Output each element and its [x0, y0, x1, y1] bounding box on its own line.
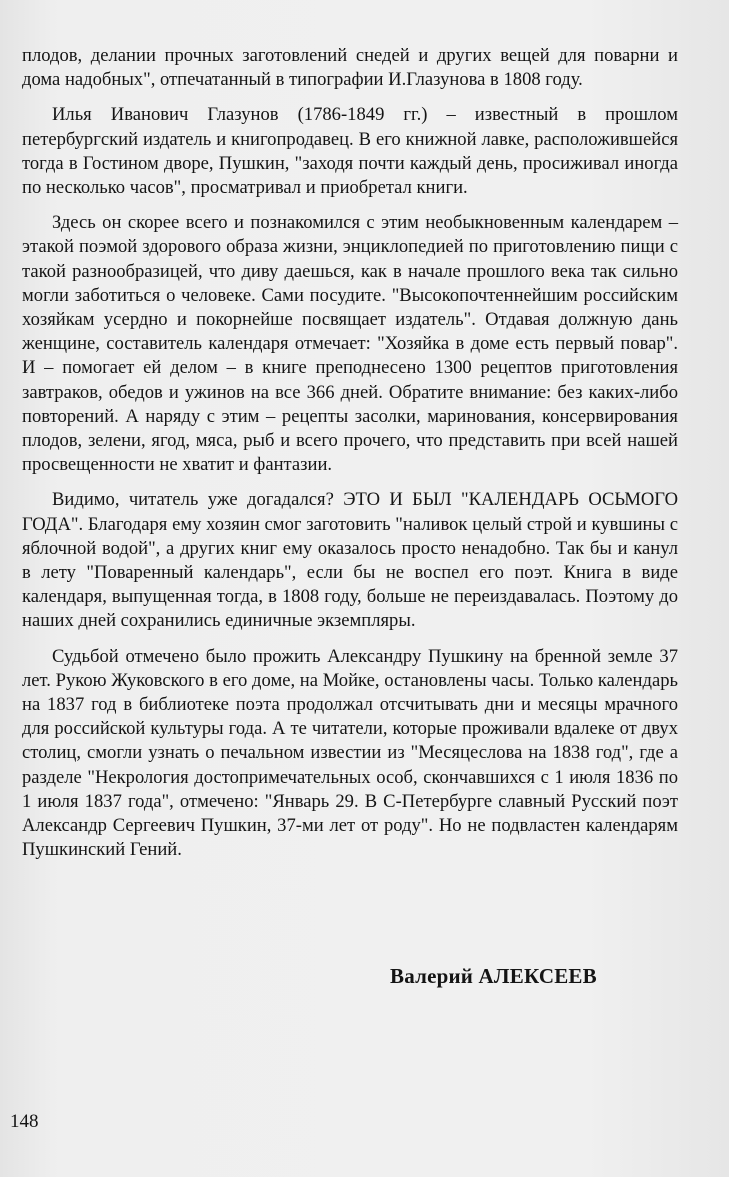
paragraph-5: Судьбой отмечено было прожить Александру Пушкину на бренной земле 37 лет. Рукою Жуковского в его доме, на Мойке, остановлены часы. Только календарь на 1837 год в библиотеке поэта продолжал отсчитывать дни и месяцы мрачного для российской культуры года. А те читатели, которые проживали вдалеке от двух столиц, смогли узнать о печальном известии из "Месяцеслова на 1838 год", где а разделе "Некрология достопримечательных особ, скончавшихся с 1 июля 1836 по 1 июля 1837 года", отмечено: "Январь 29. В С-Петербурге славный Русский поэт Александр Сергеевич Пушкин, 37-ми лет от роду". Но не подвластен календарям Пушкинский Гений. — [22, 645, 678, 861]
paragraph-3: Здесь он скорее всего и познакомился с этим необыкновенным календарем – этакой поэмой здорового образа жизни, энциклопедией по приготовлению пищи с такой разнообразицей, что диву даешься, как в начале прошлого века так сильно могли заботиться о человеке. Сами посудите. "Высокопочтеннейшим российским хозяйкам усердно и покорнейше посвящает издатель". Отдавая должную дань женщине, составитель календаря отмечает: "Хозяйка в доме есть первый повар". И – помогает ей делом – в книге преподнесено 1300 рецептов приготовления завтраков, обедов и ужинов на все 366 дней. Обратите внимание: без каких-либо повторений. А наряду с этим – рецепты засолки, маринования, консервирования плодов, зелени, ягод, мяса, рыб и всего прочего, что представить при всей нашей просвещенности не хватит и фантазии. — [22, 212, 678, 476]
article-body — [22, 44, 678, 874]
author-signature: Валерий АЛЕКСЕЕВ — [390, 964, 597, 988]
page-number: 148 — [10, 1111, 39, 1132]
paragraph-1: плодов, делании прочных заготовлений снедей и других вещей для поварни и дома надобных", отпечатанный в типографии И.Глазунова в 1808 году. — [22, 45, 678, 91]
paragraph-2: Илья Иванович Глазунов (1786-1849 гг.) – известный в прошлом петербургский издатель и книгопродавец. В его книжной лавке, расположившейся тогда в Гостином дворе, Пушкин, "заходя почти каждый день, просиживал иногда по несколько часов", просматривал и приобретал книги. — [22, 104, 678, 199]
paragraph-4: Видимо, читатель уже догадался? ЭТО И БЫЛ "КАЛЕНДАРЬ ОСЬМОГО ГОДА". Благодаря ему хозяин смог заготовить "наливок целый строй и кувшины с яблочной водой", а других книг ему оказалось просто ненадобно. Так бы и канул в лету "Поваренный календарь", если бы не воспел его поэт. Книга в виде календаря, выпущенная тогда, в 1808 году, больше не переиздавалась. Поэтому до наших дней сохранились единичные экземпляры. — [22, 489, 678, 632]
